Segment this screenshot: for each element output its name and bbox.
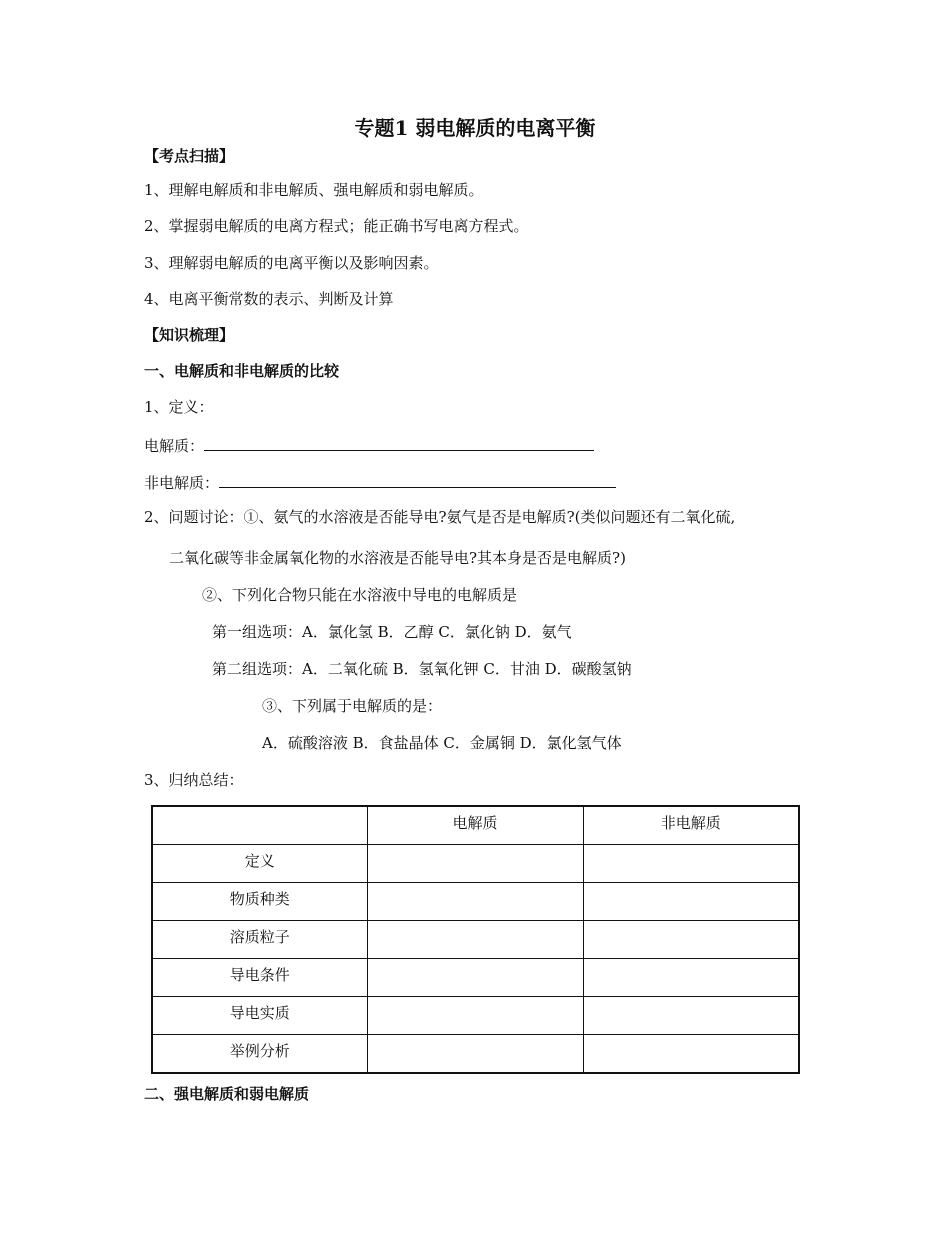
table-cell (583, 1035, 799, 1074)
table-cell (583, 883, 799, 921)
part2-heading: 二、强电解质和弱电解质 (144, 1085, 310, 1103)
question-3: ③、下列属于电解质的是： (262, 697, 443, 715)
nonelectrolyte-label: 非电解质： (144, 474, 220, 492)
table-row (152, 1035, 799, 1074)
table-row (152, 997, 799, 1035)
discussion-line-1: 2、问题讨论：①、氨气的水溶液是否能导电?氨气是否是电解质?(类似问题还有二氧化硫, (144, 508, 736, 526)
exam-point-3: 3、理解弱电解质的电离平衡以及影响因素。 (144, 254, 439, 272)
table-cell (367, 921, 583, 959)
question-3-options: A．硫酸溶液 B．食盐晶体 C．金属铜 D．氯化氢气体 (262, 734, 622, 752)
row-label: 溶质粒子 (152, 921, 367, 959)
table-cell (583, 997, 799, 1035)
row-label: 定义 (152, 845, 367, 883)
question-2: ②、下列化合物只能在水溶液中导电的电解质是 (202, 586, 518, 604)
table-row (152, 883, 799, 921)
exam-point-1: 1、理解电解质和非电解质、强电解质和弱电解质。 (144, 181, 484, 199)
table-cell (367, 1035, 583, 1074)
table-cell (583, 845, 799, 883)
part1-heading: 一、电解质和非电解质的比较 (144, 362, 340, 380)
discussion-line-2: 二氧化碳等非金属氧化物的水溶液是否能导电?其本身是否是电解质?) (169, 549, 626, 567)
question-2-group-1: 第一组选项：A．氯化氢 B．乙醇 C．氯化钠 D．氨气 (212, 623, 572, 641)
nonelectrolyte-definition-line (144, 470, 616, 493)
table-header-cell (152, 806, 367, 845)
exam-point-4: 4、电离平衡常数的表示、判断及计算 (144, 290, 394, 308)
electrolyte-blank (204, 433, 594, 451)
table-row (152, 845, 799, 883)
table-row (152, 959, 799, 997)
table-row (152, 921, 799, 959)
summary-table (151, 805, 800, 1074)
row-label: 举例分析 (152, 1035, 367, 1074)
definition-label: 1、定义： (144, 398, 214, 416)
electrolyte-label: 电解质： (144, 437, 205, 455)
exam-point-2: 2、掌握弱电解质的电离方程式；能正确书写电离方程式。 (144, 217, 529, 235)
nonelectrolyte-blank (219, 470, 616, 488)
table-header-cell: 电解质 (367, 806, 583, 845)
electrolyte-definition-line (144, 433, 594, 456)
exam-points-heading: 【考点扫描】 (144, 147, 235, 165)
page-title: 专题1 弱电解质的电离平衡 (354, 116, 596, 140)
row-label: 导电实质 (152, 997, 367, 1035)
table-cell (367, 883, 583, 921)
question-2-group-2: 第二组选项：A．二氧化硫 B．氢氧化钾 C．甘油 D．碳酸氢钠 (212, 660, 632, 678)
table-cell (367, 997, 583, 1035)
table-cell (583, 959, 799, 997)
table-header-row (152, 806, 799, 845)
summary-label: 3、归纳总结： (144, 771, 244, 789)
table-cell (583, 921, 799, 959)
table-cell (367, 959, 583, 997)
table-header-cell: 非电解质 (583, 806, 799, 845)
row-label: 导电条件 (152, 959, 367, 997)
row-label: 物质种类 (152, 883, 367, 921)
knowledge-heading: 【知识梳理】 (144, 326, 235, 344)
table-cell (367, 845, 583, 883)
